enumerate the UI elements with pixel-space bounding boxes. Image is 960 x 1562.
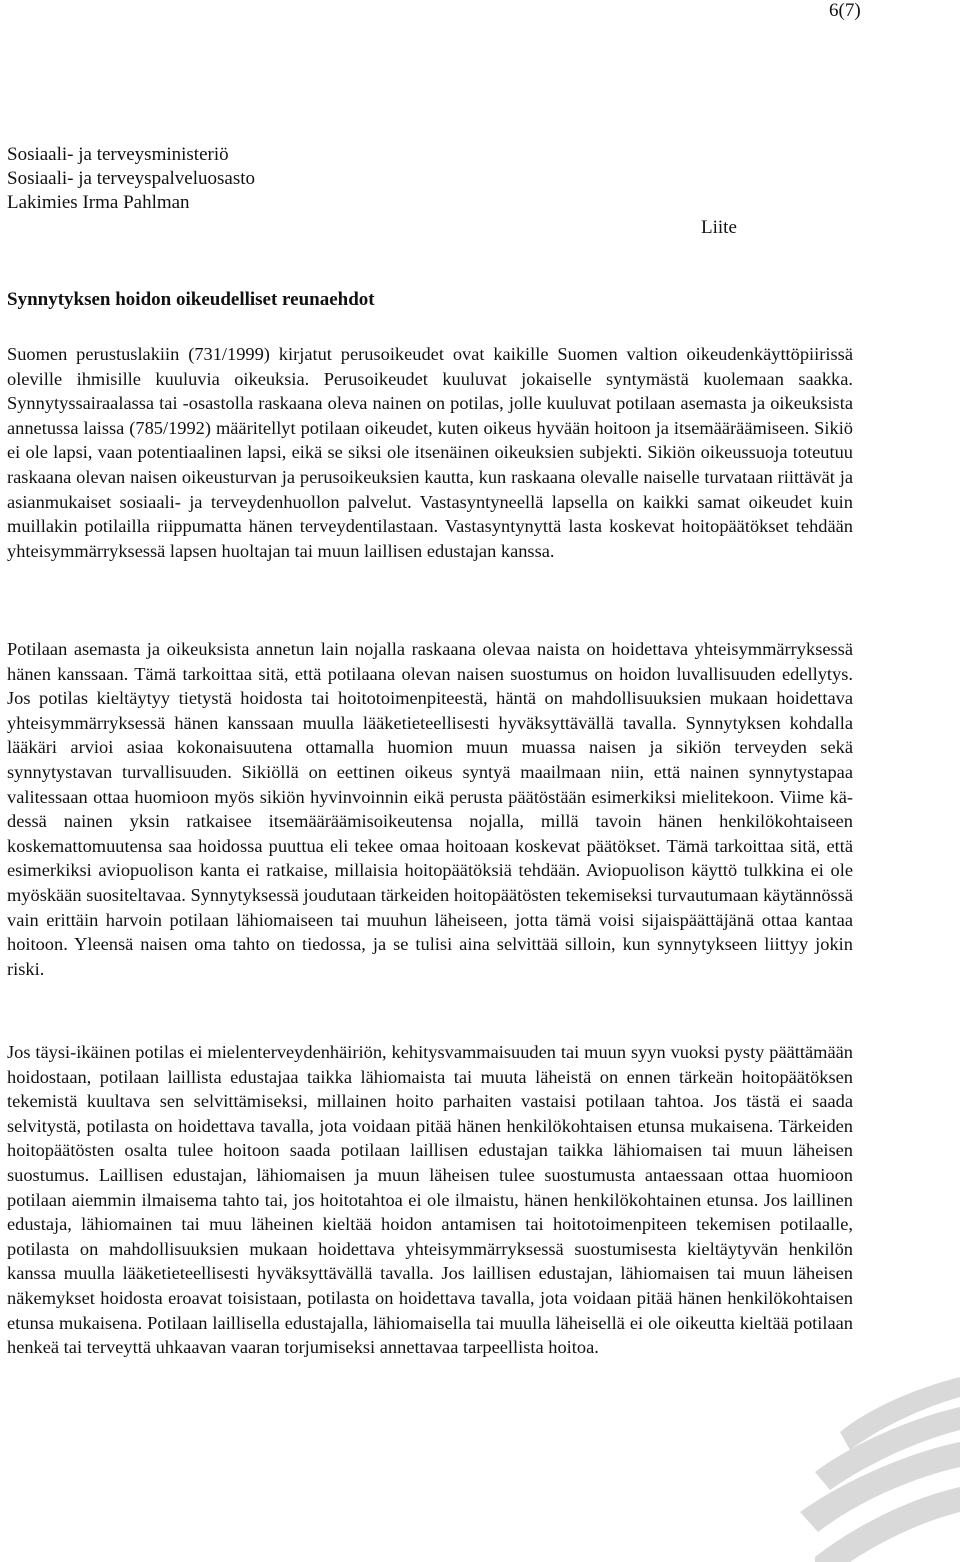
page-number: 6(7) (829, 0, 861, 21)
paragraph-rights: Suomen perustuslakiin (731/1999) kirjatut perusoikeudet ovat kaikille Suomen valtion oikeudenkäyttöpiirissä oleville ihmisille kuuluvia oikeuksia. Perusoikeudet kuuluvat jokaiselle syntymästä kuolemaan saakka. Synnytyssairaalassa tai -osastolla raskaana oleva nainen on potilas, jolle kuuluvat potilaan asemasta ja oikeuksista annetussa laissa (785/1992) määritellyt potilaan oikeudet, kuten oikeus hyvään hoitoon ja itsemääräämiseen. Sikiö ei ole lapsi, vaan potentiaalinen lapsi, eikä se siksi ole itsenäinen oikeuksien subjekti. Sikiön oikeussuoja toteutuu raskaana olevan naisen oikeusturvan ja perusoikeuksien kautta, kun raskaana olevalle naiselle turvataan riittävät ja asianmukaiset sosiaali- ja terveydenhuollon palvelut. Vastasyntyneellä lapsella on kaikki samat oikeudet kuin muillakin potilailla riippumatta hänen terveydentilastaan. Vastasyntynyttä lasta koskevat hoitopäätökset tehdään yhteisymmärryksessä lapsen huoltajan tai muun laillisen edustajan kanssa. (7, 344, 853, 561)
paragraph-representative: Jos täysi-ikäinen potilas ei mielenterveydenhäiriön, kehitysvammaisuuden tai muun syyn vuoksi pysty päättämään hoidostaan, potilaan laillista edustajaa taikka lähiomaista tai muuta läheistä on ennen tärkeän hoitopäätöksen tekemistä kuultava sen selvittämiseksi, millainen hoito parhaiten vastaisi potilaan tahtoa. Jos tästä ei saada selvitystä, potilasta on hoidettava tavalla, jota voidaan pitää hänen henkilökohtaisen etunsa mukaisena. Tärkeiden hoitopäätösten osalta tulee hoitoon saada potilaan laillisen edustajan taikka lähiomaisen tai muun läheisen suostumus. Laillisen edustajan, lähiomaisen ja muun läheisen tulee suostumusta antaessaan ottaa huomioon potilaan aiemmin ilmaisema tahto tai, jos hoitotahtoa ei ole ilmaistu, hänen henkilökohtainen etunsa. Jos laillinen edustaja, lähiomainen tai muu läheinen kieltää hoidon antamisen tai hoitotoimenpiteen tekemisen potilaalle, potilasta on mahdollisuuksien mukaan hoidettava yhteisymmärryksessä suostumisesta kieltäytyvän henkilön kanssa muulla lääketieteellisesti hyväksyttävällä tavalla. Jos laillisen edustajan, lähiomaisen tai muun läheisen näkemykset hoidosta eroavat toisistaan, potilasta on hoidettava tavalla, jota voidaan pitää hänen henkilökohtaisen etunsa mukaisena. Potilaan laillisella edustajalla, lähiomaisella tai muulla läheisellä ei ole oikeutta kieltää potilaan henkeä tai terveyttä uhkaavan vaaran torjumiseksi annettavaa tarpeellista hoitoa. (7, 1042, 853, 1358)
paragraph-consent: Potilaan asemasta ja oikeuksista annetun lain nojalla raskaana olevaa naista on hoidettava yhteisymmärryksessä hänen kanssaan. Tämä tarkoittaa sitä, että potilaana olevan naisen suostumus on hoidon luvallisuuden edellytys. Jos potilas kieltäytyy tietystä hoidosta tai hoitotoimenpiteestä, häntä on mahdollisuuksien mukaan hoidettava yhteisymmärryksessä hänen kanssaan muulla lääketieteellisesti hyväksyttävällä tavalla. Synnytyksen kohdalla lääkäri arvioi asiaa kokonaisuutena ottamalla huomion muun muassa naisen ja sikiön terveyden sekä synnytystavan turvallisuuden. Sikiöllä on eettinen oikeus syntyä maailmaan niin, että nainen synnytystapaa valitessaan ottaa huomioon myös sikiön hyvinvoinnin eikä perusta päätöstään esimerkiksi mielitekoon. Viime kädessä nainen yksin ratkaisee itsemääräämisoikeutensa nojalla, millä tavoin hänen henkilökohtaiseen koskemattomuutensa saa hoidossa puuttua eli tekee omaa hoitoaan koskevat päätökset. Tämä tarkoittaa sitä, että esimerkiksi aviopuolison kanta ei ratkaise, millaisia hoitopäätöksiä tehdään. Aviopuolison käyttö tulkkina ei ole myöskään suositeltavaa. Synnytyksessä joudutaan tärkeiden hoitopäätösten tekemiseksi turvautumaan käytännössä vain erittäin harvoin potilaan lähiomaiseen tai muuhun läheiseen, jotta tämä voisi sijaispäättäjänä ottaa kantaa hoitoon. Yleensä naisen oma tahto on tiedossa, ja se tulisi aina selvittää silloin, kun synnytykseen liittyy jokin riski. (7, 639, 853, 979)
department-name: Sosiaali- ja terveyspalveluosasto (7, 168, 255, 189)
attachment-label: Liite (701, 217, 737, 238)
ministry-name: Sosiaali- ja terveysministeriö (7, 144, 229, 165)
document-title: Synnytyksen hoidon oikeudelliset reunaehdot (7, 289, 375, 310)
wave-watermark-icon (720, 1372, 960, 1562)
author-name: Lakimies Irma Pahlman (7, 192, 190, 213)
sender-block (7, 143, 255, 215)
